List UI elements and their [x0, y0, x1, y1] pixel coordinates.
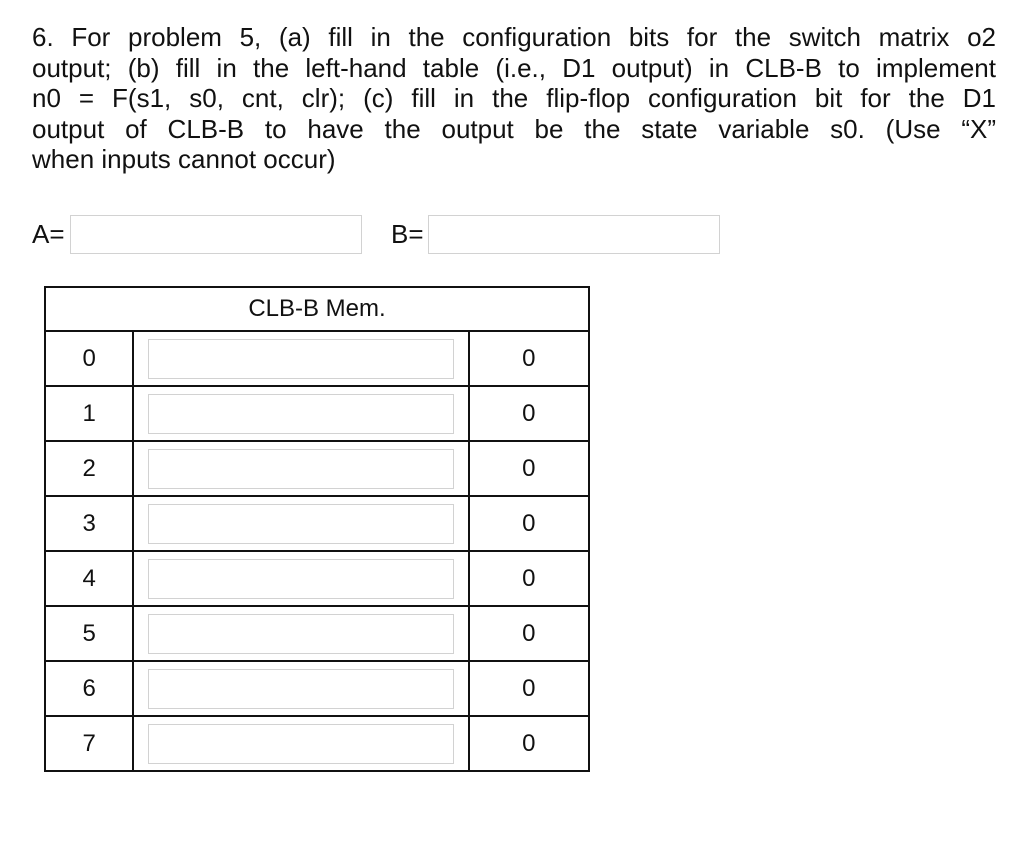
answer-a-label: A= [32, 219, 65, 249]
row-value: 0 [469, 496, 589, 551]
answer-a-input[interactable] [70, 215, 362, 254]
row-index: 6 [45, 661, 133, 716]
row-input-cell [133, 551, 468, 606]
row-answer-input[interactable] [148, 614, 454, 654]
row-answer-input[interactable] [148, 394, 454, 434]
row-input-cell [133, 386, 468, 441]
row-value: 0 [469, 331, 589, 386]
row-value: 0 [469, 716, 589, 771]
table-row [45, 661, 589, 716]
row-index: 2 [45, 441, 133, 496]
clb-b-mem-table [44, 286, 590, 772]
question-line: n0 = F(s1, s0, cnt, clr); (c) fill in the flip-flop configuration bit for the D1 [32, 83, 996, 113]
row-input-cell [133, 441, 468, 496]
table-row [45, 551, 589, 606]
question-line: output of CLB-B to have the output be the state variable s0. (Use “X” [32, 113, 996, 144]
question-line: output; (b) fill in the left-hand table (i.e., D1 output) in CLB-B to implement [32, 52, 996, 83]
row-index: 0 [45, 331, 133, 386]
row-input-cell [133, 716, 468, 771]
question-line: 6. For problem 5, (a) fill in the configuration bits for the switch matrix o2 [32, 22, 996, 52]
row-answer-input[interactable] [148, 559, 454, 599]
row-answer-input[interactable] [148, 504, 454, 544]
table-row [45, 441, 589, 496]
row-input-cell [133, 331, 468, 386]
row-value: 0 [469, 441, 589, 496]
row-input-cell [133, 661, 468, 716]
row-answer-input[interactable] [148, 669, 454, 709]
row-index: 4 [45, 551, 133, 606]
row-index: 5 [45, 606, 133, 661]
table-row [45, 331, 589, 386]
table-row [45, 716, 589, 771]
question-line: when inputs cannot occur) [32, 144, 336, 174]
row-input-cell [133, 496, 468, 551]
row-index: 3 [45, 496, 133, 551]
table-header: CLB-B Mem. [45, 287, 589, 331]
row-index: 1 [45, 386, 133, 441]
row-answer-input[interactable] [148, 724, 454, 764]
answer-b-label: B= [391, 219, 424, 249]
table-row [45, 496, 589, 551]
table-row [45, 386, 589, 441]
answer-b-input[interactable] [428, 215, 720, 254]
table-header-row [45, 287, 589, 331]
table-row [45, 606, 589, 661]
question-text [32, 22, 996, 175]
row-answer-input[interactable] [148, 339, 454, 379]
row-input-cell [133, 606, 468, 661]
row-value: 0 [469, 606, 589, 661]
row-value: 0 [469, 551, 589, 606]
row-answer-input[interactable] [148, 449, 454, 489]
row-index: 7 [45, 716, 133, 771]
row-value: 0 [469, 386, 589, 441]
row-value: 0 [469, 661, 589, 716]
